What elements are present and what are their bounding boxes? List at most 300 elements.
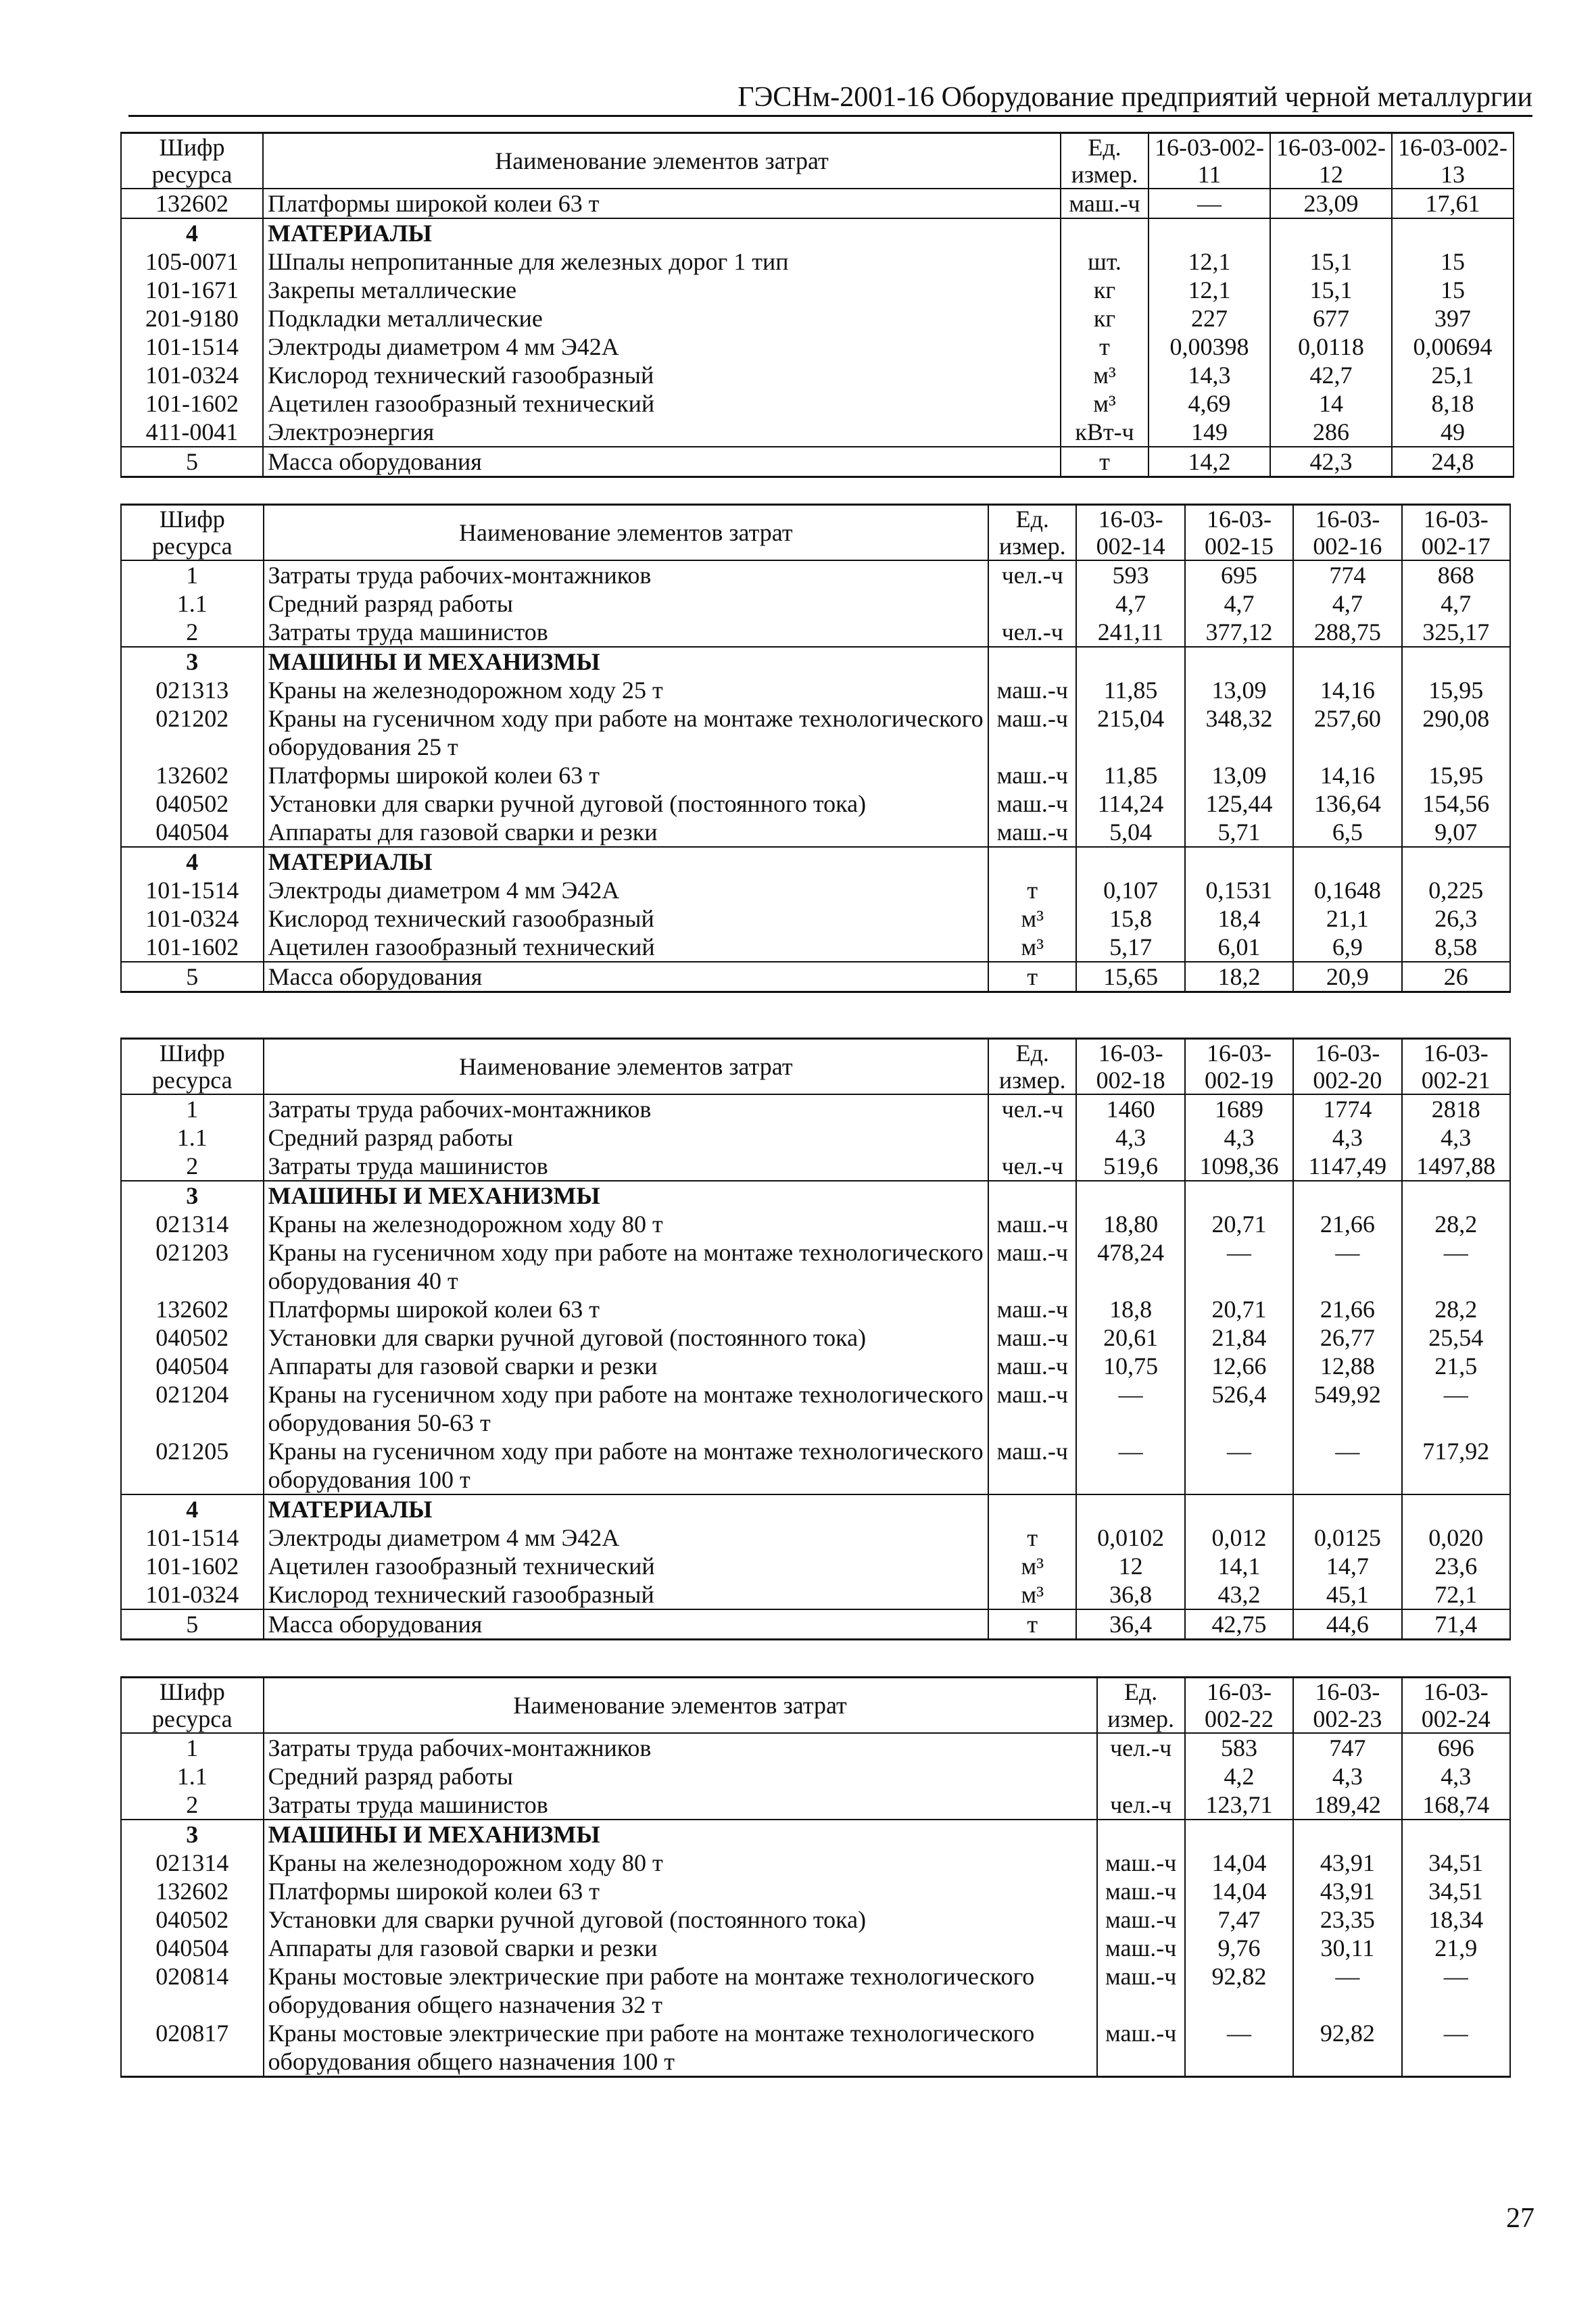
table-row (121, 276, 1514, 304)
header-name: Наименование элементов затрат (263, 133, 1061, 189)
resource-table-1 (120, 132, 1514, 478)
table-row (121, 447, 1514, 477)
norm-value: 286 (1270, 418, 1392, 447)
norm-value (1392, 218, 1514, 247)
table-header-row (121, 1678, 1510, 1734)
norm-value: 14,7 (1293, 1552, 1401, 1580)
resource-code: 040502 (121, 1323, 264, 1352)
norm-value: 14 (1270, 389, 1392, 418)
table-row (121, 1323, 1510, 1352)
norm-value: 4,7 (1402, 589, 1510, 618)
resource-name: Закрепы металлические (263, 276, 1061, 304)
header-unit: Ед. измер. (988, 505, 1076, 561)
norm-value: 4,3 (1402, 1123, 1510, 1152)
norm-value (1076, 647, 1184, 676)
norm-value: — (1293, 1962, 1401, 2019)
resource-name: Масса оборудования (264, 962, 989, 992)
norm-value: 4,7 (1293, 589, 1401, 618)
norm-value: 20,61 (1076, 1323, 1184, 1352)
resource-name: Масса оборудования (264, 1609, 989, 1640)
resource-name: Электроэнергия (263, 418, 1061, 447)
resource-code: 101-1514 (121, 333, 263, 361)
header-norm-code: 16-03-002-12 (1270, 133, 1392, 189)
resource-name: Ацетилен газообразный технический (263, 389, 1061, 418)
resource-unit: маш.-ч (988, 704, 1076, 761)
table-row (121, 418, 1514, 447)
norm-value: 0,00694 (1392, 333, 1514, 361)
section-row (121, 1494, 1510, 1524)
norm-value: 0,012 (1185, 1524, 1293, 1552)
norm-value: 15 (1392, 276, 1514, 304)
resource-code: 021205 (121, 1437, 264, 1494)
norm-value: 42,75 (1185, 1609, 1293, 1640)
norm-value (1076, 1181, 1184, 1210)
norm-value: 241,11 (1076, 618, 1184, 647)
norm-value: 28,2 (1402, 1295, 1510, 1323)
norm-value (1270, 218, 1392, 247)
norm-value: 4,7 (1076, 589, 1184, 618)
resource-unit: маш.-ч (988, 761, 1076, 789)
page-number: 27 (1506, 2203, 1534, 2234)
norm-value: 717,92 (1402, 1437, 1510, 1494)
table-row (121, 1790, 1510, 1820)
norm-value: 4,3 (1185, 1123, 1293, 1152)
resource-name: Платформы широкой колеи 63 т (264, 1295, 989, 1323)
norm-value: 774 (1293, 560, 1401, 589)
resource-code: 5 (121, 447, 263, 477)
resource-code: 101-1602 (121, 1552, 264, 1580)
resource-name: Аппараты для газовой сварки и резки (264, 818, 989, 847)
table-row (121, 1152, 1510, 1181)
norm-value: 12,66 (1185, 1352, 1293, 1380)
norm-value: 18,34 (1402, 1905, 1510, 1934)
norm-value: 868 (1402, 560, 1510, 589)
section-row (121, 647, 1510, 676)
norm-value: — (1185, 2019, 1293, 2077)
norm-value: 2818 (1402, 1094, 1510, 1123)
resource-code: 1 (121, 560, 264, 589)
resource-code: 2 (121, 1152, 264, 1181)
norm-value: — (1402, 1238, 1510, 1295)
table-row (121, 618, 1510, 647)
resource-code: 101-0324 (121, 361, 263, 389)
resource-unit: маш.-ч (988, 676, 1076, 704)
norm-value: 15 (1392, 247, 1514, 276)
resource-name: Затраты труда рабочих-монтажников (264, 1094, 989, 1123)
header-norm-code: 16-03-002-11 (1148, 133, 1270, 189)
norm-value: 14,04 (1185, 1849, 1293, 1877)
resource-unit (988, 1494, 1076, 1524)
resource-name: Платформы широкой колеи 63 т (263, 189, 1061, 218)
norm-value (1185, 1181, 1293, 1210)
resource-name: Платформы широкой колеи 63 т (264, 1877, 1097, 1905)
norm-value: 5,04 (1076, 818, 1184, 847)
norm-value (1293, 1181, 1401, 1210)
resource-unit: чел.-ч (1097, 1733, 1185, 1762)
resource-unit: чел.-ч (988, 560, 1076, 589)
resource-unit (988, 847, 1076, 876)
norm-value: 49 (1392, 418, 1514, 447)
resource-name: МАШИНЫ И МЕХАНИЗМЫ (264, 1820, 1097, 1849)
resource-table-4 (120, 1676, 1511, 2078)
resource-name: Краны на гусеничном ходу при работе на монтаже технологического оборудования 50-63 т (264, 1380, 989, 1437)
resource-code: 4 (121, 218, 263, 247)
table-row (121, 704, 1510, 761)
resource-unit: чел.-ч (1097, 1790, 1185, 1820)
norm-value: 4,7 (1185, 589, 1293, 618)
resource-code: 020814 (121, 1962, 264, 2019)
resource-name: Краны на железнодорожном ходу 25 т (264, 676, 989, 704)
norm-value: 30,11 (1293, 1934, 1401, 1962)
resource-unit: кг (1061, 276, 1148, 304)
norm-value: 18,4 (1185, 904, 1293, 933)
norm-value: 13,09 (1185, 761, 1293, 789)
norm-value: 0,0102 (1076, 1524, 1184, 1552)
resource-code: 132602 (121, 1877, 264, 1905)
norm-value: 6,9 (1293, 933, 1401, 962)
norm-value: 92,82 (1293, 2019, 1401, 2077)
resource-code: 1.1 (121, 1123, 264, 1152)
norm-value: 123,71 (1185, 1790, 1293, 1820)
norm-value: 0,225 (1402, 876, 1510, 904)
norm-value (1293, 647, 1401, 676)
header-unit: Ед. измер. (1061, 133, 1148, 189)
norm-value: 1774 (1293, 1094, 1401, 1123)
resource-code: 3 (121, 647, 264, 676)
resource-name: Платформы широкой колеи 63 т (264, 761, 989, 789)
resource-name: Шпалы непропитанные для железных дорог 1 тип (263, 247, 1061, 276)
resource-code: 021314 (121, 1210, 264, 1238)
resource-code: 101-0324 (121, 1580, 264, 1609)
table-row (121, 1238, 1510, 1295)
resource-unit (988, 1123, 1076, 1152)
norm-value: — (1076, 1380, 1184, 1437)
table-row (121, 1437, 1510, 1494)
resource-name: Электроды диаметром 4 мм Э42А (263, 333, 1061, 361)
resource-name: Краны мостовые электрические при работе на монтаже технологического оборудования общего назначения 100 т (264, 2019, 1097, 2077)
norm-value: 34,51 (1402, 1877, 1510, 1905)
resource-unit: м³ (988, 933, 1076, 962)
norm-value: — (1293, 1238, 1401, 1295)
norm-value: 43,91 (1293, 1849, 1401, 1877)
header-name: Наименование элементов затрат (264, 505, 989, 561)
table-row (121, 361, 1514, 389)
resource-unit: чел.-ч (988, 618, 1076, 647)
resource-code: 1 (121, 1094, 264, 1123)
norm-value: 215,04 (1076, 704, 1184, 761)
resource-name: Установки для сварки ручной дуговой (постоянного тока) (264, 1905, 1097, 1934)
resource-unit: маш.-ч (988, 1437, 1076, 1494)
table-row (121, 1094, 1510, 1123)
section-row (121, 1181, 1510, 1210)
header-name: Наименование элементов затрат (264, 1678, 1097, 1734)
table-row (121, 1524, 1510, 1552)
table-row (121, 304, 1514, 333)
norm-value (1076, 847, 1184, 876)
resource-unit: маш.-ч (988, 818, 1076, 847)
norm-value: 25,1 (1392, 361, 1514, 389)
header-code: Шифр ресурса (121, 1678, 264, 1734)
norm-value: 154,56 (1402, 789, 1510, 818)
section-row (121, 847, 1510, 876)
norm-value: 92,82 (1185, 1962, 1293, 2019)
table-row (121, 333, 1514, 361)
norm-value: 257,60 (1293, 704, 1401, 761)
norm-value: 0,0118 (1270, 333, 1392, 361)
resource-name: МАШИНЫ И МЕХАНИЗМЫ (264, 647, 989, 676)
norm-value: 4,2 (1185, 1762, 1293, 1790)
norm-value: 43,91 (1293, 1877, 1401, 1905)
resource-name: Краны на железнодорожном ходу 80 т (264, 1210, 989, 1238)
table-row (121, 933, 1510, 962)
resource-code: 040504 (121, 818, 264, 847)
resource-code: 132602 (121, 189, 263, 218)
norm-value (1402, 647, 1510, 676)
resource-name: Краны мостовые электрические при работе на монтаже технологического оборудования общего назначения 32 т (264, 1962, 1097, 2019)
section-row (121, 1820, 1510, 1849)
resource-unit: маш.-ч (1097, 2019, 1185, 2077)
norm-value: — (1293, 1437, 1401, 1494)
resource-unit (988, 1181, 1076, 1210)
header-norm-code: 16-03-002-13 (1392, 133, 1514, 189)
norm-value: 6,5 (1293, 818, 1401, 847)
norm-value: 18,8 (1076, 1295, 1184, 1323)
table-header-row (121, 133, 1514, 189)
table-row (121, 818, 1510, 847)
resource-code: 021202 (121, 704, 264, 761)
resource-unit: м³ (988, 1580, 1076, 1609)
norm-value: 44,6 (1293, 1609, 1401, 1640)
norm-value: 519,6 (1076, 1152, 1184, 1181)
norm-value: 72,1 (1402, 1580, 1510, 1609)
norm-value: 526,4 (1185, 1380, 1293, 1437)
norm-value: 0,020 (1402, 1524, 1510, 1552)
resource-code: 2 (121, 1790, 264, 1820)
norm-value (1402, 847, 1510, 876)
table-header-row (121, 505, 1510, 561)
resource-unit (988, 589, 1076, 618)
table-row (121, 1580, 1510, 1609)
header-code: Шифр ресурса (121, 505, 264, 561)
resource-unit: маш.-ч (1097, 1849, 1185, 1877)
resource-unit (1097, 1820, 1185, 1849)
resource-code: 1.1 (121, 1762, 264, 1790)
table-row (121, 1962, 1510, 2019)
norm-value: 677 (1270, 304, 1392, 333)
header-norm-code: 16-03-002-22 (1185, 1678, 1293, 1734)
norm-value: 24,8 (1392, 447, 1514, 477)
resource-code: 021313 (121, 676, 264, 704)
norm-value: 18,2 (1185, 962, 1293, 992)
resource-name: Средний разряд работы (264, 1123, 989, 1152)
norm-value: 15,1 (1270, 247, 1392, 276)
header-unit: Ед. измер. (1097, 1678, 1185, 1734)
norm-value (1185, 1494, 1293, 1524)
norm-value (1402, 1181, 1510, 1210)
norm-value: 1689 (1185, 1094, 1293, 1123)
header-code: Шифр ресурса (121, 1039, 264, 1095)
header-norm-code: 16-03-002-24 (1402, 1678, 1510, 1734)
norm-value: 227 (1148, 304, 1270, 333)
resource-unit: кг (1061, 304, 1148, 333)
resource-code: 101-0324 (121, 904, 264, 933)
norm-value: 42,3 (1270, 447, 1392, 477)
norm-value: 8,58 (1402, 933, 1510, 962)
norm-value: 397 (1392, 304, 1514, 333)
resource-code: 411-0041 (121, 418, 263, 447)
norm-value: 14,3 (1148, 361, 1270, 389)
norm-value: 0,107 (1076, 876, 1184, 904)
norm-value: 20,9 (1293, 962, 1401, 992)
header-norm-code: 16-03-002-14 (1076, 505, 1184, 561)
norm-value: 13,09 (1185, 676, 1293, 704)
resource-code: 105-0071 (121, 247, 263, 276)
norm-value: 28,2 (1402, 1210, 1510, 1238)
norm-value: 1098,36 (1185, 1152, 1293, 1181)
norm-value: 747 (1293, 1733, 1401, 1762)
table-row (121, 1352, 1510, 1380)
norm-value: 593 (1076, 560, 1184, 589)
table-row (121, 1934, 1510, 1962)
resource-name: Аппараты для газовой сварки и резки (264, 1934, 1097, 1962)
norm-value: 18,80 (1076, 1210, 1184, 1238)
resource-code: 3 (121, 1181, 264, 1210)
norm-value: 168,74 (1402, 1790, 1510, 1820)
resource-name: Затраты труда рабочих-монтажников (264, 560, 989, 589)
norm-value: 21,1 (1293, 904, 1401, 933)
resource-code: 132602 (121, 761, 264, 789)
norm-value: 14,16 (1293, 761, 1401, 789)
resource-unit: м³ (1061, 389, 1148, 418)
resource-code: 040502 (121, 1905, 264, 1934)
norm-value: 5,71 (1185, 818, 1293, 847)
norm-value: 21,9 (1402, 1934, 1510, 1962)
norm-value: 4,3 (1402, 1762, 1510, 1790)
resource-code: 5 (121, 962, 264, 992)
norm-value: 149 (1148, 418, 1270, 447)
norm-value: 288,75 (1293, 618, 1401, 647)
norm-value: 695 (1185, 560, 1293, 589)
norm-value (1185, 647, 1293, 676)
norm-value: 21,66 (1293, 1210, 1401, 1238)
norm-value: 23,35 (1293, 1905, 1401, 1934)
norm-value: 348,32 (1185, 704, 1293, 761)
table-row (121, 1295, 1510, 1323)
header-norm-code: 16-03-002-16 (1293, 505, 1401, 561)
norm-value: 8,18 (1392, 389, 1514, 418)
resource-name: МАТЕРИАЛЫ (263, 218, 1061, 247)
resource-code: 101-1514 (121, 876, 264, 904)
norm-value: 114,24 (1076, 789, 1184, 818)
table-row (121, 761, 1510, 789)
resource-code: 1.1 (121, 589, 264, 618)
resource-name: МАТЕРИАЛЫ (264, 847, 989, 876)
resource-unit: м³ (1061, 361, 1148, 389)
resource-name: Установки для сварки ручной дуговой (постоянного тока) (264, 1323, 989, 1352)
resource-code: 2 (121, 618, 264, 647)
resource-unit (988, 647, 1076, 676)
norm-value: 9,07 (1402, 818, 1510, 847)
resource-code: 5 (121, 1609, 264, 1640)
resource-code: 3 (121, 1820, 264, 1849)
norm-value: 11,85 (1076, 676, 1184, 704)
norm-value: 1497,88 (1402, 1152, 1510, 1181)
resource-name: МАТЕРИАЛЫ (264, 1494, 989, 1524)
table-row (121, 189, 1514, 218)
norm-value: 4,3 (1076, 1123, 1184, 1152)
resource-code: 021314 (121, 1849, 264, 1877)
resource-code: 020817 (121, 2019, 264, 2077)
norm-value: 17,61 (1392, 189, 1514, 218)
table-row (121, 789, 1510, 818)
resource-unit: кВт-ч (1061, 418, 1148, 447)
norm-value: — (1076, 1437, 1184, 1494)
header-code: Шифр ресурса (121, 133, 263, 189)
norm-value: 25,54 (1402, 1323, 1510, 1352)
section-row (121, 218, 1514, 247)
norm-value: 14,1 (1185, 1552, 1293, 1580)
resource-unit: чел.-ч (988, 1094, 1076, 1123)
table-row (121, 247, 1514, 276)
resource-unit: маш.-ч (988, 1352, 1076, 1380)
resource-unit: т (988, 1609, 1076, 1640)
header-name: Наименование элементов затрат (264, 1039, 989, 1095)
resource-name: Краны на гусеничном ходу при работе на монтаже технологического оборудования 40 т (264, 1238, 989, 1295)
norm-value: 4,3 (1293, 1762, 1401, 1790)
resource-name: Затраты труда рабочих-монтажников (264, 1733, 1097, 1762)
resource-unit (1097, 1762, 1185, 1790)
norm-value: 478,24 (1076, 1238, 1184, 1295)
resource-name: Краны на гусеничном ходу при работе на монтаже технологического оборудования 100 т (264, 1437, 989, 1494)
table-row (121, 876, 1510, 904)
norm-value: 12,88 (1293, 1352, 1401, 1380)
norm-value: 549,92 (1293, 1380, 1401, 1437)
resource-name: Ацетилен газообразный технический (264, 933, 989, 962)
norm-value: — (1402, 2019, 1510, 2077)
norm-value: 21,5 (1402, 1352, 1510, 1380)
resource-code: 132602 (121, 1295, 264, 1323)
resource-unit: маш.-ч (1097, 1877, 1185, 1905)
resource-unit: т (988, 962, 1076, 992)
table-header-row (121, 1039, 1510, 1095)
norm-value: 12,1 (1148, 247, 1270, 276)
resource-unit: маш.-ч (988, 1210, 1076, 1238)
norm-value: 4,3 (1293, 1123, 1401, 1152)
norm-value: 36,4 (1076, 1609, 1184, 1640)
norm-value: 696 (1402, 1733, 1510, 1762)
norm-value: 5,17 (1076, 933, 1184, 962)
resource-name: Подкладки металлические (263, 304, 1061, 333)
resource-unit: маш.-ч (1097, 1934, 1185, 1962)
norm-value: 14,2 (1148, 447, 1270, 477)
norm-value: 583 (1185, 1733, 1293, 1762)
resource-unit: т (1061, 447, 1148, 477)
norm-value: 20,71 (1185, 1210, 1293, 1238)
norm-value: 377,12 (1185, 618, 1293, 647)
resource-code: 101-1514 (121, 1524, 264, 1552)
table-row (121, 389, 1514, 418)
table-row (121, 1123, 1510, 1152)
table-row (121, 1849, 1510, 1877)
norm-value: 34,51 (1402, 1849, 1510, 1877)
resource-unit: маш.-ч (988, 789, 1076, 818)
table-row (121, 962, 1510, 992)
norm-value: 1460 (1076, 1094, 1184, 1123)
resource-table-2 (120, 504, 1511, 993)
norm-value: 26 (1402, 962, 1510, 992)
page-header (128, 80, 1532, 117)
norm-value: 12 (1076, 1552, 1184, 1580)
